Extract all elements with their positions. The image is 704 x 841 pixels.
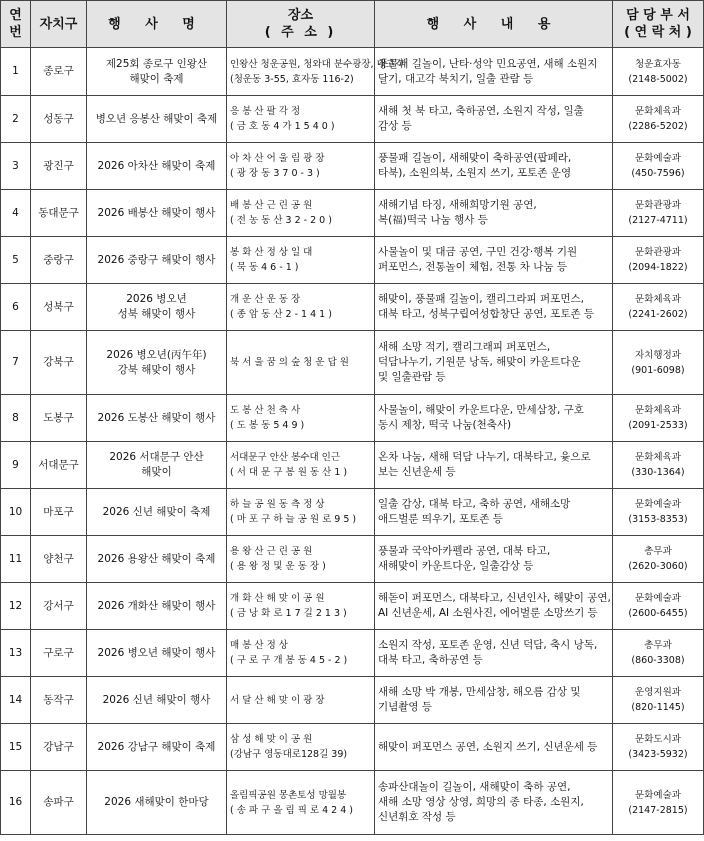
row-dept-name: 문화예술과 — [635, 153, 681, 164]
row-place-name: 도 봉 산 천 축 사 — [230, 405, 301, 416]
row-event-line: 2026 개화산 해맞이 행사 — [97, 599, 216, 612]
row-event — [87, 48, 227, 96]
row-no: 9 — [1, 442, 31, 489]
row-dept-phone: (2286-5202) — [628, 121, 688, 132]
row-content-line: 덕담나누기, 기원문 낭독, 해맞이 카운트다운 — [378, 356, 581, 368]
row-event-line: 병오년 응봉산 해맞이 축제 — [95, 112, 218, 125]
row-event — [87, 237, 227, 284]
row-place-name: 서대문구 안산 봉수대 인근 — [230, 452, 341, 463]
row-no: 5 — [1, 237, 31, 284]
row-place-name: 올림픽공원 몽촌토성 망월봉 — [230, 789, 347, 801]
row-place-name: 배 봉 산 근 린 공 원 — [230, 200, 313, 211]
row-place-address: ( 구 로 구 개 봉 동 4 5 - 2 ) — [230, 655, 348, 666]
row-content-line: 풍물과 국악아카펠라 공연, 대북 타고, — [378, 545, 551, 557]
row-event — [87, 771, 227, 835]
row-district: 구로구 — [31, 630, 87, 677]
row-content-line: 소원지 작성, 포토존 운영, 신년 덕담, 축시 낭독, — [378, 639, 598, 651]
row-event — [87, 724, 227, 771]
row-place-address: (청운동 3-55, 효자동 116-2) — [230, 73, 354, 85]
table-row — [1, 190, 704, 237]
row-content-line: 새해기념 타징, 새해희망기원 공연, — [378, 199, 537, 211]
table-row — [1, 395, 704, 442]
row-district: 송파구 — [31, 771, 87, 835]
row-content — [375, 331, 613, 395]
row-place-name: 아 차 산 어 울 림 광 장 — [230, 153, 325, 164]
row-dept-phone: (2148-5002) — [628, 73, 688, 85]
row-dept-name: 문화예술과 — [635, 499, 681, 510]
row-content-line: 타북), 소원의북, 소원지 쓰기, 포토존 운영 — [378, 167, 572, 179]
row-no: 10 — [1, 489, 31, 536]
row-district: 서대문구 — [31, 442, 87, 489]
row-dept-phone: (3153-8353) — [628, 514, 688, 525]
row-event-line: 2026 용왕산 해맞이 축제 — [97, 552, 216, 565]
row-content-line: 풍물패 길놀이, 난타·성악 민요공연, 새해 소원지 — [378, 57, 598, 70]
header-dept-line1: 담 당 부 서 — [626, 8, 690, 23]
row-dept-phone: (2600-6455) — [628, 608, 688, 619]
row-dept-name: 문화예술과 — [635, 789, 681, 801]
row-dept — [613, 724, 704, 771]
row-content — [375, 48, 613, 96]
row-district: 종로구 — [31, 48, 87, 96]
row-content-line: 보는 신년운세 등 — [378, 466, 456, 478]
row-no: 2 — [1, 96, 31, 143]
row-place-name: 삼 성 해 맞 이 공 원 — [230, 734, 313, 745]
row-event — [87, 489, 227, 536]
row-place — [227, 96, 375, 143]
row-district: 마포구 — [31, 489, 87, 536]
row-place-address: ( 마 포 구 하 늘 공 원 로 9 5 ) — [230, 514, 357, 525]
row-event-line: 2026 신년 해맞이 축제 — [102, 505, 211, 518]
row-dept — [613, 237, 704, 284]
row-content — [375, 583, 613, 630]
row-place-address: ( 서 대 문 구 봉 원 동 산 1 ) — [230, 467, 348, 478]
row-dept-phone: (2094-1822) — [628, 262, 688, 273]
row-event-line: 2026 신년 해맞이 행사 — [102, 693, 211, 706]
row-no: 8 — [1, 395, 31, 442]
row-dept — [613, 331, 704, 395]
row-content-line: 신년휘호 작성 등 — [378, 811, 456, 823]
row-place-address: ( 도 봉 동 5 4 9 ) — [230, 420, 305, 431]
row-dept — [613, 536, 704, 583]
row-place-address: ( 전 농 동 산 3 2 - 2 0 ) — [230, 215, 332, 226]
row-place — [227, 442, 375, 489]
row-place — [227, 677, 375, 724]
row-content-line: 새해 첫 북 타고, 축하공연, 소원지 작성, 일출 — [378, 105, 584, 117]
row-content-line: 해맞이, 풍물패 길놀이, 캘리그라피 퍼포먼스, — [378, 293, 584, 305]
row-content-line: 새해 소망 영상 상영, 희망의 종 타종, 소원지, — [378, 796, 584, 808]
row-event — [87, 143, 227, 190]
row-dept-name: 문화체육과 — [635, 405, 681, 416]
row-no: 4 — [1, 190, 31, 237]
row-content-line: AI 신년운세, AI 소원사진, 에어벌룬 소망쓰기 등 — [378, 607, 598, 619]
row-event — [87, 583, 227, 630]
row-dept-name: 문화체육과 — [635, 452, 681, 463]
row-dept-name: 문화관광과 — [635, 200, 681, 211]
row-place — [227, 48, 405, 96]
row-content — [375, 395, 613, 442]
row-dept-phone: (3423-5932) — [628, 749, 688, 760]
row-place-address: (강남구 영동대로128길 39) — [230, 749, 348, 760]
row-place-address: ( 금 호 동 4 가 1 5 4 0 ) — [230, 121, 335, 132]
row-district: 중랑구 — [31, 237, 87, 284]
row-dept-phone: (330-1364) — [631, 467, 685, 478]
row-content-line: 동시 제창, 떡국 나눔(천축사) — [378, 419, 512, 431]
row-dept — [613, 489, 704, 536]
row-event-line: 2026 중랑구 해맞이 행사 — [97, 253, 216, 266]
row-place — [227, 284, 375, 331]
row-content-line: 송파산대놀이 길놀이, 새해맞이 축하 공연, — [378, 781, 571, 793]
row-event-line: 2026 새해맞이 한마당 — [104, 796, 209, 808]
header-place — [227, 1, 375, 48]
row-content — [375, 143, 613, 190]
row-dept-name: 자치행정과 — [635, 349, 681, 361]
row-place — [227, 583, 375, 630]
row-dept-phone: (2147-2815) — [628, 804, 688, 816]
row-event-line: 2026 도봉산 해맞이 행사 — [97, 411, 216, 424]
row-place — [227, 237, 375, 284]
row-content — [375, 237, 613, 284]
table-row — [1, 536, 704, 583]
row-place-name: 봉 화 산 정 상 일 대 — [230, 247, 313, 258]
table-row — [1, 442, 704, 489]
row-event-line: 2026 병오년 해맞이 행사 — [97, 646, 216, 659]
row-no: 7 — [1, 331, 31, 395]
row-no: 6 — [1, 284, 31, 331]
row-place-name: 하 늘 공 원 동 측 정 상 — [230, 499, 325, 510]
row-event-line: 2026 강남구 해맞이 축제 — [97, 740, 216, 753]
row-content-line: 복(福)떡국 나눔 행사 등 — [378, 214, 488, 226]
table-row — [1, 630, 704, 677]
row-content-line: 달기, 대고각 북치기, 일출 관람 등 — [378, 72, 534, 85]
row-dept-phone: (450-7596) — [631, 168, 685, 179]
row-district: 도봉구 — [31, 395, 87, 442]
row-event — [87, 284, 227, 331]
row-content-line: 대북 타고, 성북구립여성합창단 공연, 포토존 등 — [378, 308, 595, 320]
row-content-line: 사물놀이, 해맞이 카운트다운, 만세삼창, 구호 — [378, 404, 584, 416]
row-dept-name: 운영지원과 — [635, 687, 681, 698]
row-place-address: ( 금 낭 화 로 1 7 길 2 1 3 ) — [230, 608, 347, 619]
row-content — [375, 724, 613, 771]
row-event-line: 2026 서대문구 안산 — [109, 451, 204, 463]
row-content-line: 새해 소망 적기, 캘리그래피 퍼포먼스, — [378, 341, 551, 353]
row-dept-phone: (2620-3060) — [628, 561, 688, 572]
row-content — [375, 771, 613, 835]
row-dept — [613, 395, 704, 442]
row-content-line: 사물놀이 및 대금 공연, 구민 건강·행복 기원 — [378, 246, 578, 258]
row-dept-name: 문화예술과 — [635, 593, 681, 604]
row-dept — [613, 48, 704, 96]
row-dept-name: 청운효자동 — [635, 58, 681, 70]
row-dept — [613, 583, 704, 630]
row-place-address: ( 종 암 동 산 2 - 1 4 1 ) — [230, 309, 332, 320]
row-place — [227, 143, 375, 190]
row-content — [375, 536, 613, 583]
row-dept-phone: (860-3308) — [631, 655, 685, 666]
row-district: 성북구 — [31, 284, 87, 331]
row-place-address: ( 묵 동 4 6 - 1 ) — [230, 262, 299, 273]
row-event-line: 해맞이 — [141, 466, 172, 478]
row-dept — [613, 96, 704, 143]
row-content — [375, 96, 613, 143]
header-district: 자치구 — [31, 1, 87, 48]
row-content — [375, 489, 613, 536]
row-district: 광진구 — [31, 143, 87, 190]
row-place — [227, 395, 375, 442]
row-content-line: 감상 등 — [378, 120, 412, 132]
row-event-line: 2026 아차산 해맞이 축제 — [97, 159, 216, 172]
row-dept-phone: (2241-2602) — [628, 309, 688, 320]
row-place-address: ( 광 장 동 3 7 0 - 3 ) — [230, 168, 320, 179]
row-no: 12 — [1, 583, 31, 630]
row-place-address: ( 용 왕 정 및 운 동 장 ) — [230, 561, 326, 572]
row-district: 강남구 — [31, 724, 87, 771]
row-content-line: 풍물패 길놀이, 새해맞이 축하공연(팝페라, — [378, 152, 572, 164]
row-dept — [613, 677, 704, 724]
table-row — [1, 677, 704, 724]
row-place — [227, 724, 375, 771]
header-event: 행 사 명 — [87, 1, 227, 48]
row-event-line: 2026 병오년 — [126, 293, 187, 305]
row-no: 3 — [1, 143, 31, 190]
row-dept — [613, 442, 704, 489]
row-no: 1 — [1, 48, 31, 96]
header-dept-line2: ( 연 락 처 ) — [624, 25, 692, 40]
table-row — [1, 284, 704, 331]
row-district: 양천구 — [31, 536, 87, 583]
row-no: 14 — [1, 677, 31, 724]
row-dept-phone: (2091-2533) — [628, 420, 688, 431]
row-dept-name: 총무과 — [644, 640, 672, 651]
row-event-line: 해맞이 축제 — [129, 72, 184, 85]
row-dept-name: 문화체육과 — [635, 106, 681, 117]
table-row — [1, 331, 704, 395]
row-place — [227, 331, 375, 395]
row-dept-phone: (901-6098) — [631, 364, 685, 376]
row-event-line: 2026 병오년(丙午年) — [106, 348, 207, 361]
table-row — [1, 771, 704, 835]
row-place-name: 서 달 산 해 맞 이 광 장 — [230, 694, 325, 706]
row-place — [227, 190, 375, 237]
row-district: 강북구 — [31, 331, 87, 395]
row-dept-name: 총무과 — [644, 546, 672, 557]
row-place-name: 용 왕 산 근 린 공 원 — [230, 546, 313, 557]
row-dept-name: 문화관광과 — [635, 247, 681, 258]
row-district: 동대문구 — [31, 190, 87, 237]
row-content-line: 퍼포먼스, 전통놀이 체험, 전통 차 나눔 등 — [378, 261, 567, 273]
row-dept — [613, 284, 704, 331]
row-place — [227, 536, 375, 583]
table-row — [1, 237, 704, 284]
row-no: 16 — [1, 771, 31, 835]
table-row — [1, 96, 704, 143]
row-content — [375, 190, 613, 237]
row-event — [87, 536, 227, 583]
row-no: 13 — [1, 630, 31, 677]
table-row — [1, 724, 704, 771]
row-place-name: 북 서 울 꿈 의 숲 청 운 답 원 — [230, 357, 349, 368]
row-content — [375, 284, 613, 331]
row-dept — [613, 190, 704, 237]
header-place-line2: ( 주 소 ) — [264, 25, 337, 40]
table-header-row — [1, 1, 704, 48]
row-dept — [613, 630, 704, 677]
row-content-line: 일출 감상, 대북 타고, 축하 공연, 새해소망 — [378, 498, 571, 510]
row-place-name: 개 화 산 해 맞 이 공 원 — [230, 593, 325, 604]
row-place-address: ( 송 파 구 올 림 픽 로 4 2 4 ) — [230, 804, 354, 816]
row-content-line: 및 일출관람 등 — [378, 371, 446, 383]
row-place — [227, 630, 375, 677]
row-no: 15 — [1, 724, 31, 771]
header-content: 행 사 내 용 — [375, 1, 613, 48]
row-event — [87, 630, 227, 677]
row-district: 성동구 — [31, 96, 87, 143]
row-place-name: 응 봉 산 팔 각 정 — [230, 106, 301, 117]
row-content-line: 새해맞이 카운트다운, 일출감상 등 — [378, 560, 534, 572]
row-event-line: 강북 해맞이 행사 — [117, 363, 196, 376]
row-place — [227, 771, 375, 835]
table-row — [1, 143, 704, 190]
row-place-name: 개 운 산 운 동 장 — [230, 294, 301, 305]
row-event — [87, 395, 227, 442]
row-district: 동작구 — [31, 677, 87, 724]
row-dept-phone: (820-1145) — [631, 702, 685, 713]
row-dept-name: 문화체육과 — [635, 294, 681, 305]
header-dept — [613, 1, 704, 48]
row-content-line: 온차 나눔, 새해 덕담 나누기, 대북타고, 윷으로 — [378, 451, 591, 463]
row-content-line: 애드벌룬 띄우기, 포토존 등 — [378, 513, 503, 525]
row-content-line: 해맞이 퍼포먼스 공연, 소원지 쓰기, 신년운세 등 — [378, 740, 598, 753]
row-content-line: 해돋이 퍼포먼스, 대북타고, 신년인사, 해맞이 공연, — [378, 592, 611, 604]
row-event — [87, 96, 227, 143]
row-event-line: 2026 배봉산 해맞이 행사 — [97, 206, 216, 219]
row-event-line: 제25회 종로구 인왕산 — [105, 57, 208, 70]
row-content — [375, 677, 613, 724]
row-place — [227, 489, 375, 536]
row-content — [375, 442, 613, 489]
row-content-line: 기념촬영 등 — [378, 701, 433, 713]
row-dept-name: 문화도시과 — [635, 734, 681, 745]
row-dept — [613, 771, 704, 835]
row-dept — [613, 143, 704, 190]
row-place-name: 매 봉 산 정 상 — [230, 640, 288, 651]
row-district: 강서구 — [31, 583, 87, 630]
table-row — [1, 489, 704, 536]
row-place-name: 인왕산 청운공원, 청와대 분수광장, 대고각 — [230, 58, 405, 70]
row-dept-phone: (2127-4711) — [628, 215, 688, 226]
row-event — [87, 677, 227, 724]
row-event — [87, 190, 227, 237]
row-event-line: 성북 해맞이 행사 — [117, 308, 196, 320]
row-content-line: 대북 타고, 축하공연 등 — [378, 654, 483, 666]
row-event — [87, 442, 227, 489]
row-content — [375, 630, 613, 677]
row-no: 11 — [1, 536, 31, 583]
table-row — [1, 583, 704, 630]
header-no: 연번 — [1, 1, 31, 48]
row-content-line: 새해 소망 박 개봉, 만세삼창, 해오름 감상 및 — [378, 686, 581, 698]
table-row — [1, 48, 704, 96]
row-event — [87, 331, 227, 395]
header-place-line1: 장소 — [287, 8, 314, 23]
